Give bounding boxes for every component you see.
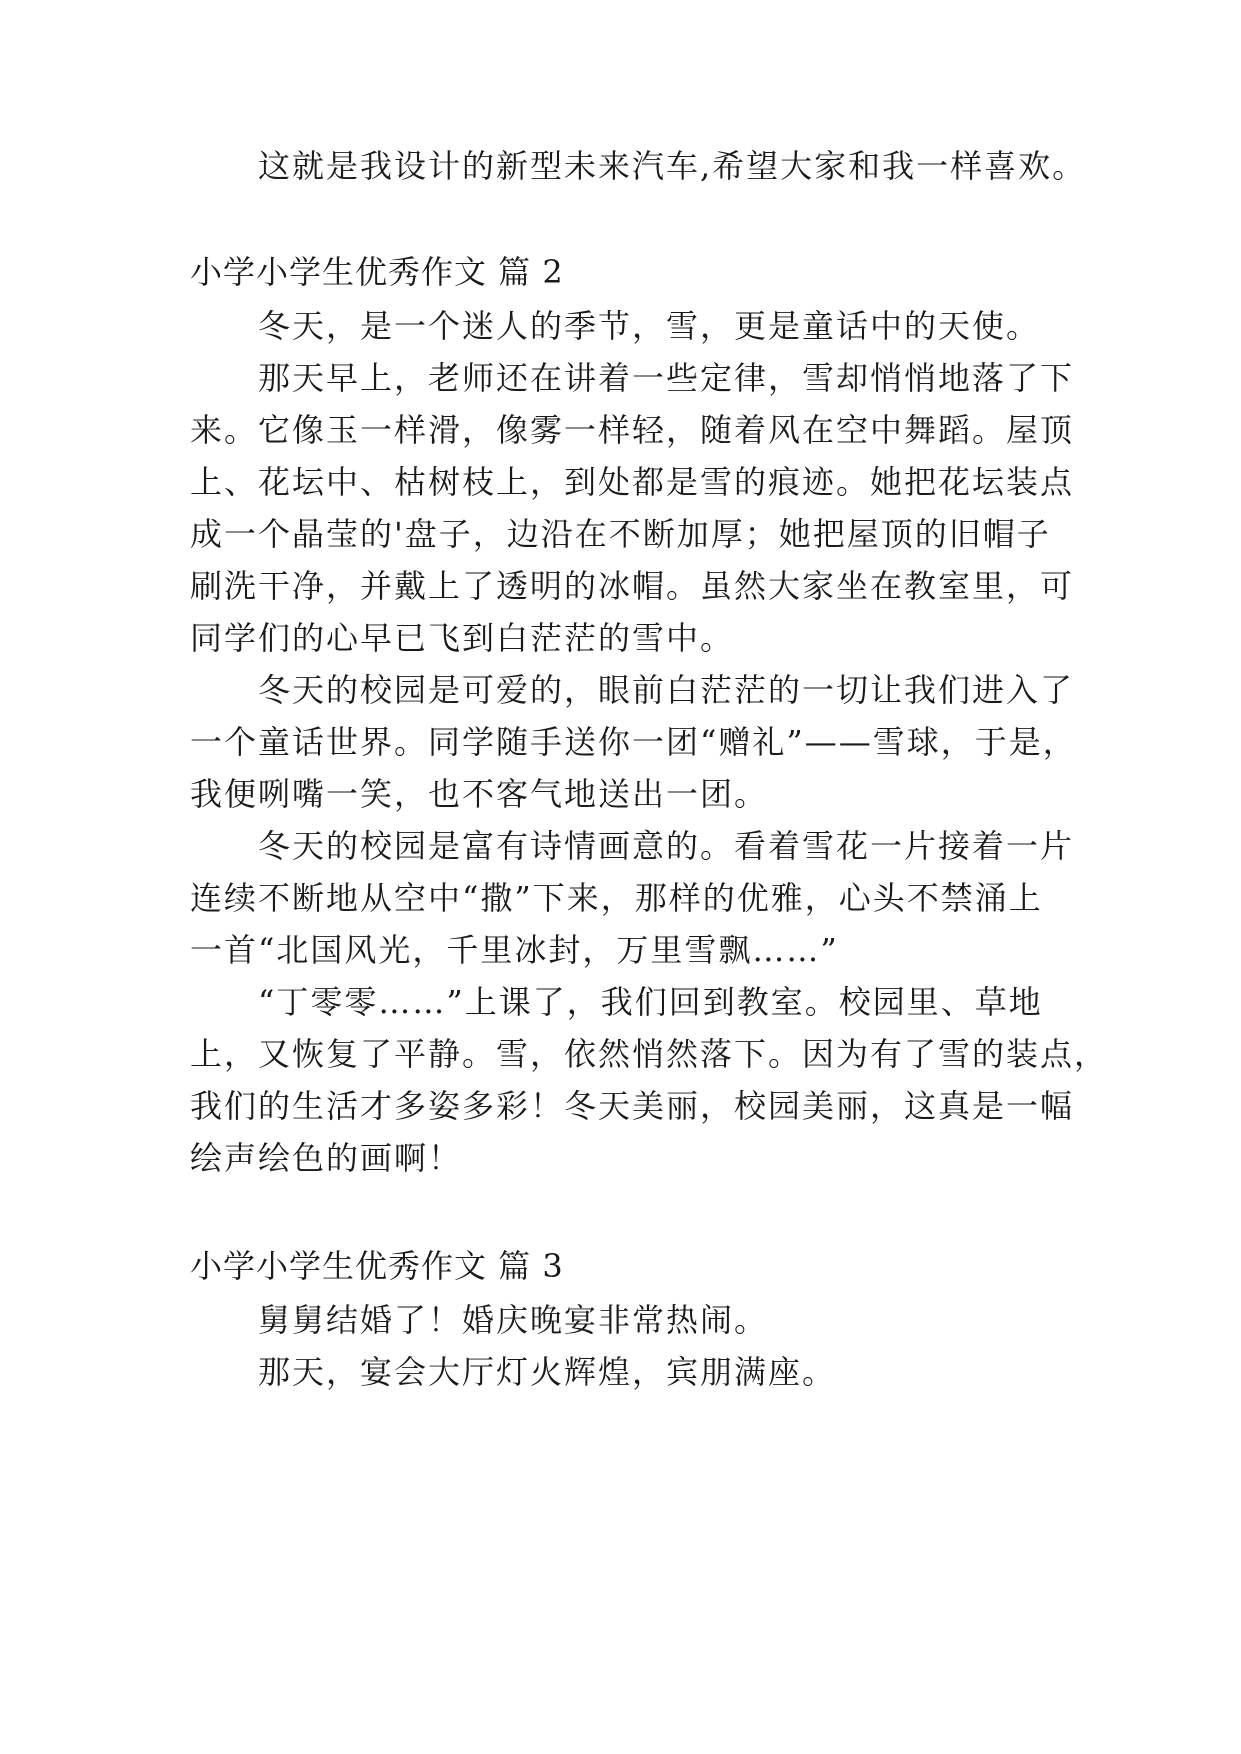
paragraph-line: 冬天的校园是可爱的，眼前白茫茫的一切让我们进入了 <box>258 671 1075 709</box>
paragraph-line: 成一个晶莹的'盘子，边沿在不断加厚；她把屋顶的旧帽子 <box>190 515 1051 553</box>
paragraph-line: 绘声绘色的画啊！ <box>190 1139 463 1177</box>
paragraph-line: 连续不断地从空中“撒”下来，那样的优雅，心头不禁涌上 <box>190 879 1043 917</box>
paragraph-line: 一首“北国风光，千里冰封，万里雪飘……” <box>190 931 839 969</box>
paragraph-line: 来。它像玉一样滑，像雾一样轻，随着风在空中舞蹈。屋顶 <box>190 411 1075 449</box>
paragraph-line: 这就是我设计的新型未来汽车,希望大家和我一样喜欢。 <box>258 147 1087 185</box>
paragraph-line: 冬天的校园是富有诗情画意的。看着雪花一片接着一片 <box>258 827 1075 865</box>
paragraph-line: 一个童话世界。同学随手送你一团“赠礼”——雪球，于是， <box>190 723 1077 761</box>
paragraph-line: 那天早上，老师还在讲着一些定律，雪却悄悄地落了下 <box>258 359 1075 397</box>
section-heading: 小学小学生优秀作文 篇 2 <box>190 253 564 291</box>
paragraph-line: “丁零零……”上课了，我们回到教室。校园里、草地 <box>258 983 1043 1021</box>
paragraph-line: 冬天，是一个迷人的季节，雪，更是童话中的天使。 <box>258 307 1041 345</box>
paragraph-line: 舅舅结婚了！婚庆晚宴非常热闹。 <box>258 1301 769 1339</box>
paragraph-line: 同学们的心早已飞到白茫茫的雪中。 <box>190 619 735 657</box>
section-heading: 小学小学生优秀作文 篇 3 <box>190 1247 564 1285</box>
paragraph-line: 那天，宴会大厅灯火辉煌，宾朋满座。 <box>258 1353 837 1391</box>
paragraph-line: 上、花坛中、枯树枝上，到处都是雪的痕迹。她把花坛装点 <box>190 463 1075 501</box>
paragraph-line: 刷洗干净，并戴上了透明的冰帽。虽然大家坐在教室里，可 <box>190 567 1075 605</box>
paragraph-line: 上，又恢复了平静。雪，依然悄然落下。因为有了雪的装点， <box>190 1035 1109 1073</box>
paragraph-line: 我们的生活才多姿多彩！冬天美丽，校园美丽，这真是一幅 <box>190 1087 1075 1125</box>
paragraph-line: 我便咧嘴一笑，也不客气地送出一团。 <box>190 775 769 813</box>
